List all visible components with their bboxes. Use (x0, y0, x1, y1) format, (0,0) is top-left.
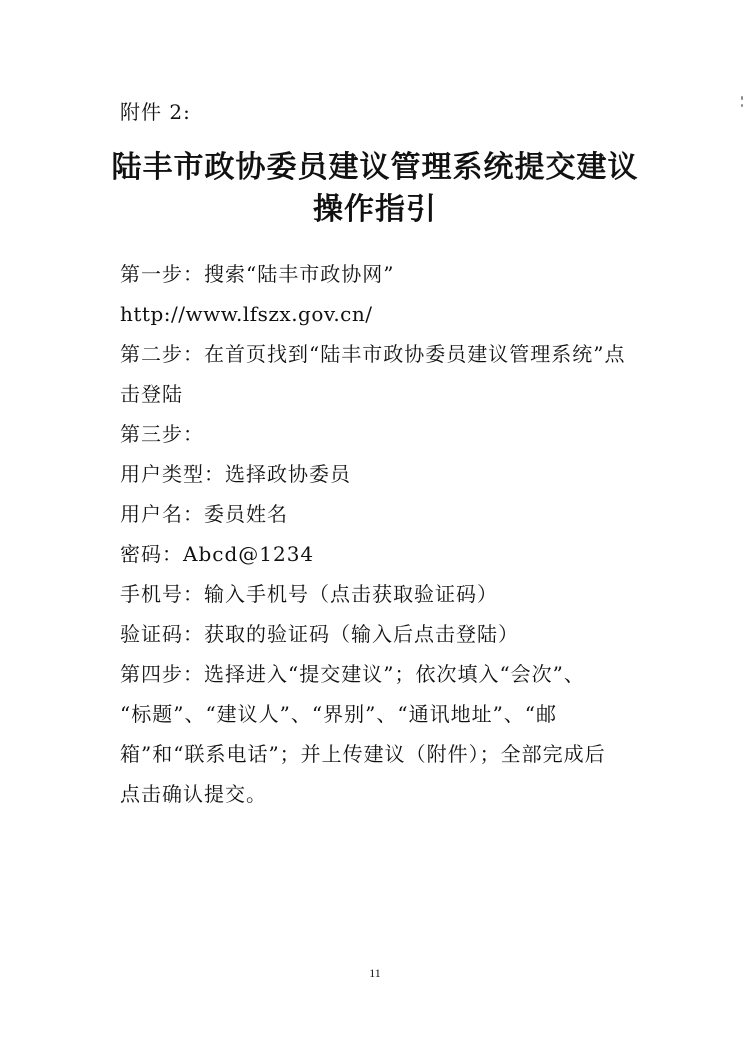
step-4-line: 第四步：选择进入“提交建议”；依次填入“会次”、 (120, 662, 585, 686)
website-url: http://www.lfszx.gov.cn/ (120, 302, 373, 326)
step-4-continuation-2: 箱”和“联系电话”；并上传建议（附件）；全部完成后 (120, 742, 606, 766)
password-line: 密码：Abcd@1234 (120, 542, 315, 566)
instruction-body (120, 254, 630, 814)
user-type-line: 用户类型：选择政协委员 (120, 462, 351, 486)
scan-speck (741, 96, 743, 100)
phone-line: 手机号：输入手机号（点击获取验证码） (120, 582, 498, 606)
step-4-continuation-1: “标题”、“建议人”、“界别”、“通讯地址”、“邮 (120, 702, 558, 726)
step-4-continuation-3: 点击确认提交。 (120, 782, 267, 806)
step-2-line: 第二步：在首页找到“陆丰市政协委员建议管理系统”点 (120, 342, 626, 366)
step-3-line: 第三步： (120, 422, 204, 446)
step-2-continuation: 击登陆 (120, 382, 183, 406)
step-1-line: 第一步：搜索“陆丰市政协网” (120, 262, 395, 286)
scan-speck (741, 104, 743, 107)
document-title-line-2: 操作指引 (313, 192, 437, 227)
username-line: 用户名：委员姓名 (120, 502, 288, 526)
verification-code-line: 验证码：获取的验证码（输入后点击登陆） (120, 622, 519, 646)
page-number: 11 (369, 966, 381, 980)
attachment-label: 附件 2: (120, 100, 191, 124)
document-title-line-1: 陆丰市政协委员建议管理系统提交建议 (111, 150, 639, 185)
